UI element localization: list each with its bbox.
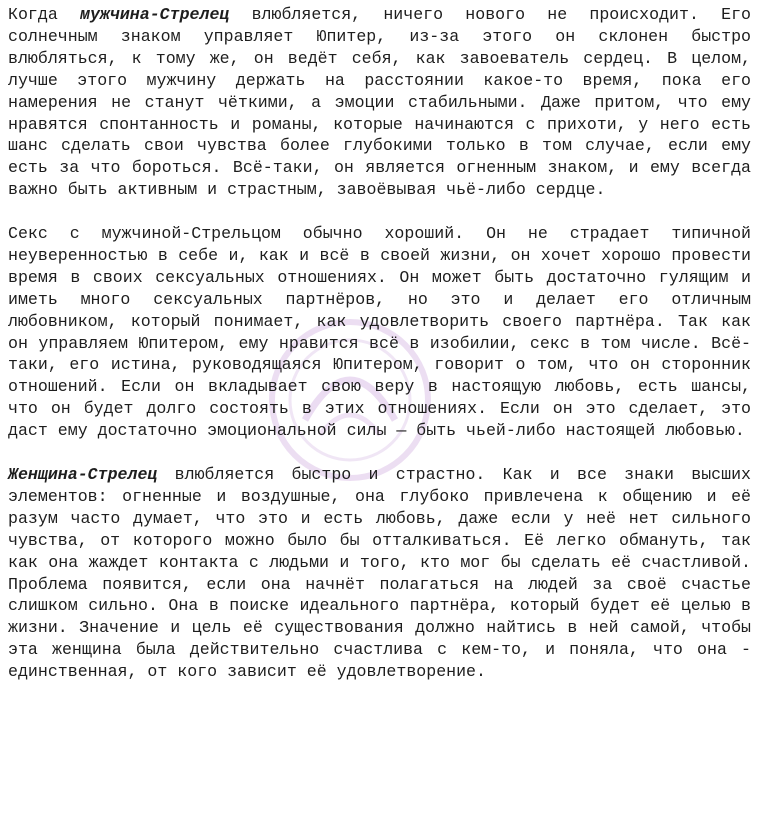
- paragraph-sagittarius-woman: [8, 464, 751, 683]
- paragraph-sagittarius-man-sex: [8, 223, 751, 442]
- paragraph-3-after: влюбляется быстро и страстно. Как и все знаки высших элементов: огненные и воздушные, она глубоко привлечена к общению и её разум часто думает, что это и есть любовь, даже если у неё нет сильного чувства, от которого можно было бы отталкиваться. Её легко обмануть, так как она жаждет контакта с людьми и того, кто мог бы сделать её счастливой. Проблема появится, если она начнёт полагаться на людей за своё счастье слишком сильно. Она в поиске идеального партнёра, который будет её целью в жизни. Значение и цель её существования должно найтись в ней самой, чтобы эта женщина была действительно счастлива с кем-то, и поняла, что она - единственная, от кого зависит её удовлетворение.: [8, 465, 751, 682]
- paragraph-sagittarius-man-love: [8, 4, 751, 201]
- paragraph-3-emphasis: Женщина-Стрелец: [8, 465, 158, 484]
- paragraph-2-text: Секс с мужчиной-Стрельцом обычно хороший. Он не страдает типичной неуверенностью в себе и, как и всё в своей жизни, он хочет хорошо провести время в своих сексуальных отношениях. Он может быть достаточно гулящим и иметь много сексуальных партнёров, но это и делает его отличным любовником, который понимает, как удовлетворить своего партнёра. Так как он управляем Юпитером, ему нравится всё в изобилии, секс в том числе. Всё-таки, его истина, руководящаяся Юпитером, говорит о том, что он сторонник отношений. Если он вкладывает свою веру в настоящую любовь, есть шансы, что он будет долго состоять в этих отношениях. Если он это сделает, это даст ему достаточно эмоциональной силы — быть чьей-либо настоящей любовью.: [8, 224, 751, 441]
- paragraph-1-emphasis: мужчина-Стрелец: [80, 5, 230, 24]
- paragraph-1-after: влюбляется, ничего нового не происходит. Его солнечным знаком управляет Юпитер, из-за этого он склонен быстро влюбляться, к тому же, он ведёт себя, как завоеватель сердец. В целом, лучше этого мужчину держать на расстоянии какое-то время, пока его намерения не станут чёткими, а эмоции стабильными. Даже притом, что ему нравятся спонтанность и романы, которые начинаются с прихоти, у него есть шанс сделать свои чувства более глубокими только в том случае, если ему есть за что бороться. Всё-таки, он является огненным знаком, и ему всегда важно быть активным и страстным, завоёвывая чьё-либо сердце.: [8, 5, 751, 200]
- paragraph-1-before: Когда: [8, 5, 80, 24]
